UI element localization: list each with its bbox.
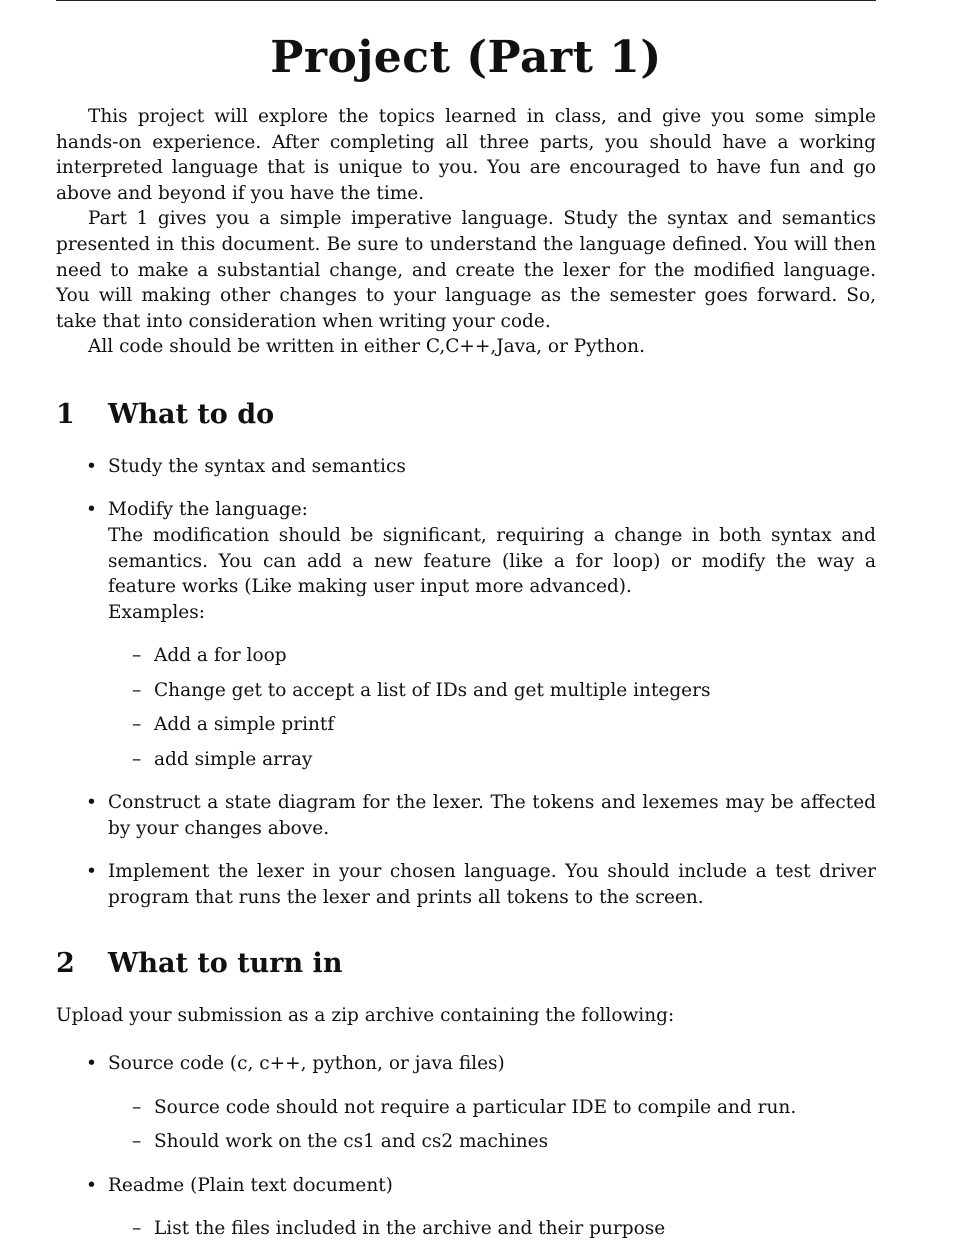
bullet-icon: • <box>86 1175 97 1196</box>
list-item-text: Readme (Plain text document) <box>108 1175 393 1196</box>
dash-icon: – <box>132 645 142 666</box>
dash-icon: – <box>132 714 142 735</box>
list-item-body: The modification should be significant, requiring a change in both syntax and semantics. You can add a new feature (like a for loop) or modify the way a feature works (Like making user input more advanced). <box>108 524 876 598</box>
sub-list-item <box>132 1216 876 1242</box>
bullet-icon: • <box>86 861 97 882</box>
sub-list-item <box>132 643 876 669</box>
dash-icon: – <box>132 1131 142 1152</box>
sub-list-item <box>132 712 876 738</box>
section-title: What to turn in <box>108 948 343 979</box>
page-title: Project (Part 1) <box>270 32 662 83</box>
sub-list-item-text: add simple array <box>154 749 313 770</box>
intro-paragraph: All code should be written in either C,C++,Java, or Python. <box>88 336 645 358</box>
dash-icon: – <box>132 1097 142 1118</box>
sub-list-item <box>132 678 876 704</box>
list-item-text: Implement the lexer in your chosen language. You should include a test driver program that runs the lexer and prints all tokens to the screen. <box>108 861 876 908</box>
intro-paragraph: This project will explore the topics learned in class, and give you some simple hands-on experience. After completing all three parts, you should have a working interpreted language that is unique to you. You are encouraged to have fun and go above and beyond if you have the time. <box>56 106 876 204</box>
sub-list-item-text: Add a simple printf <box>154 714 335 735</box>
sub-list-item-text: List the files included in the archive and their purpose <box>154 1218 666 1239</box>
section-lead: Upload your submission as a zip archive containing the following: <box>56 1005 675 1026</box>
dash-icon: – <box>132 680 142 701</box>
list-item <box>86 1051 876 1077</box>
list-item-text: Study the syntax and semantics <box>108 456 406 477</box>
sub-list-item <box>132 1095 876 1121</box>
list-item-title: Modify the language: <box>108 499 308 520</box>
dash-icon: – <box>132 749 142 770</box>
sub-list-item <box>132 1129 876 1155</box>
list-item-text: Source code (c, c++, python, or java files) <box>108 1053 505 1074</box>
list-item <box>86 859 876 911</box>
examples-label: Examples: <box>108 602 205 624</box>
bullet-icon: • <box>86 499 97 520</box>
sub-list-item-text: Change get to accept a list of IDs and get multiple integers <box>154 680 711 701</box>
bullet-icon: • <box>86 1053 97 1074</box>
sub-list-item-text: Source code should not require a particular IDE to compile and run. <box>154 1097 797 1118</box>
list-item <box>86 497 876 626</box>
dash-icon: – <box>132 1218 142 1239</box>
list-item-text <box>108 497 876 626</box>
list-item <box>86 454 876 480</box>
section-2-heading <box>56 947 342 981</box>
section-title: What to do <box>108 399 275 430</box>
sub-list-item-text: Should work on the cs1 and cs2 machines <box>154 1131 549 1152</box>
intro-paragraph: Part 1 gives you a simple imperative language. Study the syntax and semantics presented in this document. Be sure to understand the language defined. You will then need to make a substantial change, and create the lexer for the modified language. You will making other changes to your language as the semester goes forward. So, take that into consideration when writing your code. <box>56 208 876 332</box>
bullet-icon: • <box>86 792 97 813</box>
list-item <box>86 790 876 842</box>
list-item <box>86 1173 876 1199</box>
section-1-heading <box>56 398 274 432</box>
sub-list-item <box>132 747 876 773</box>
section-number: 1 <box>56 399 75 430</box>
section-number: 2 <box>56 948 75 979</box>
intro <box>56 104 876 360</box>
list-item-text: Construct a state diagram for the lexer. The tokens and lexemes may be affected by your changes above. <box>108 792 876 839</box>
bullet-icon: • <box>86 456 97 477</box>
sub-list-item-text: Add a for loop <box>154 645 287 666</box>
top-rule <box>56 0 876 1</box>
